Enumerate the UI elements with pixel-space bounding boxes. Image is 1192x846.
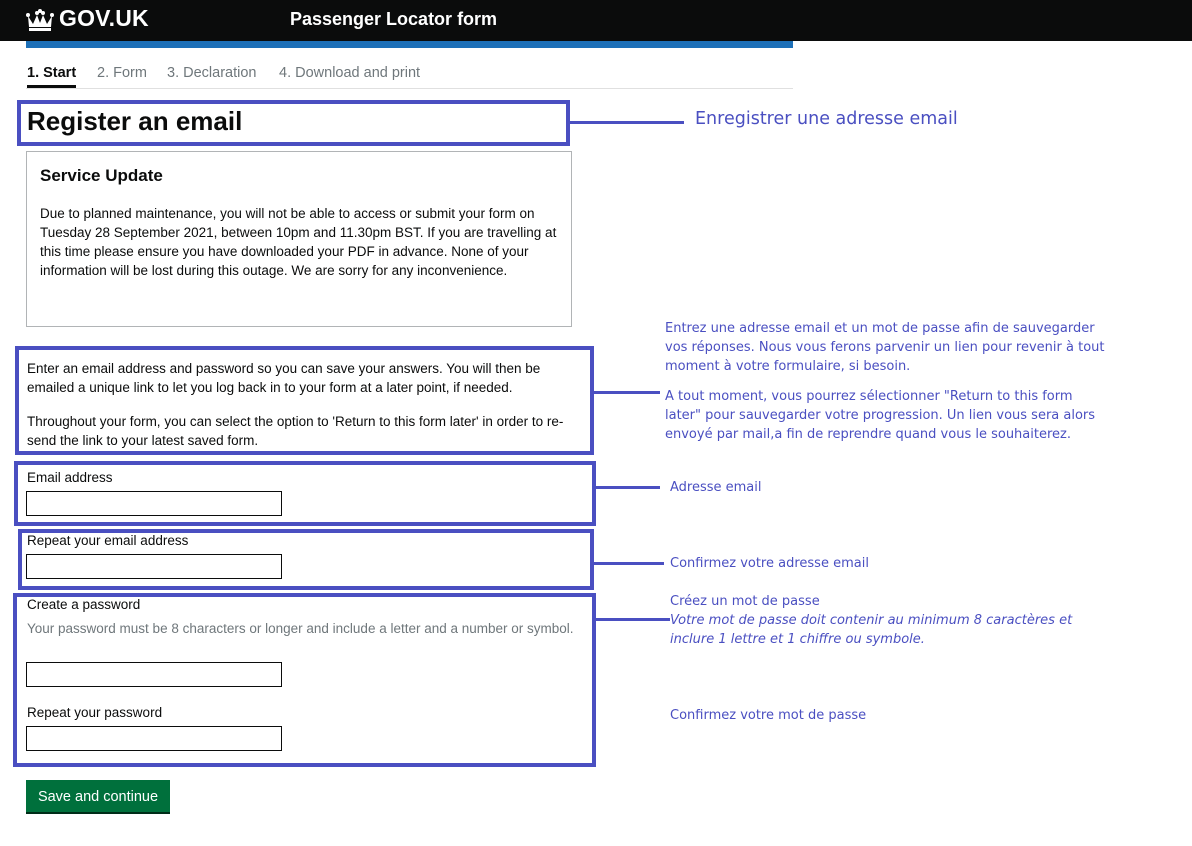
password-hint: Your password must be 8 characters or longer and include a letter and a number or symbol. — [27, 621, 574, 636]
translation-email: Adresse email — [670, 480, 762, 495]
repeat-email-label: Repeat your email address — [27, 533, 189, 548]
annotation-connector-repeat-email — [594, 562, 664, 565]
intro-paragraph-1: Enter an email address and password so you can save your answers. You will then be emailed a unique link to let you log back in to your form at a later point, if needed. — [27, 361, 541, 395]
crown-icon[interactable] — [26, 8, 54, 37]
translation-intro-2: A tout moment, vous pourrez sélectionner "Return to this form later" pour sauvegarder votre progression. Un lien vous sera alors envoyé par mail,a fin de reprendre quand vous le souhaiterez. — [665, 389, 1096, 442]
annotation-connector-email — [596, 486, 660, 489]
step-navigation — [26, 64, 793, 89]
email-label: Email address — [27, 470, 113, 485]
annotation-box-email — [14, 461, 596, 526]
repeat-password-label: Repeat your password — [27, 705, 163, 720]
page-title: Register an email — [27, 106, 243, 136]
translation-repeat-password: Confirmez votre mot de passe — [670, 708, 867, 723]
annotation-box-title — [17, 100, 570, 146]
step-download[interactable]: 4. Download and print — [279, 65, 421, 81]
translation-intro-1: Entrez une adresse email et un mot de passe afin de sauvegarder vos réponses. Nous vous ferons parvenir un lien pour revenir à tout moment à votre formulaire, si besoin. — [665, 321, 1105, 374]
translation-password: Créez un mot de passe — [670, 594, 820, 609]
service-name[interactable]: Passenger Locator form — [290, 9, 498, 29]
step-form[interactable]: 2. Form — [97, 65, 147, 81]
save-and-continue-button[interactable]: Save and continue — [26, 780, 170, 812]
translation-repeat-email: Confirmez votre adresse email — [670, 556, 869, 571]
translation-intro — [665, 319, 1110, 455]
govuk-logo[interactable]: GOV.UK — [59, 5, 149, 31]
step-start[interactable]: 1. Start — [27, 65, 77, 81]
govuk-header — [0, 0, 1192, 41]
password-label: Create a password — [27, 597, 141, 612]
annotation-connector-intro — [594, 391, 660, 394]
annotation-box-password — [13, 593, 596, 767]
translation-title: Enregistrer une adresse email — [695, 109, 958, 129]
intro-paragraph-2: Throughout your form, you can select the option to 'Return to this form later' in order to re-send the link to your latest saved form. — [27, 414, 564, 448]
annotation-connector-password — [596, 618, 670, 621]
service-update-title: Service Update — [40, 166, 163, 185]
annotation-box-repeat-email — [18, 529, 594, 590]
service-update-body: Due to planned maintenance, you will not be able to access or submit your form on Tuesday 28 September 2021, between 10pm and 11.30pm BST. If you are travelling at this time please ensure you have downloaded your PDF in advance. None of your information will be lost during this outage. We are sorry for any inconvenience. — [40, 206, 557, 278]
annotation-connector-title — [570, 121, 684, 124]
service-update-panel — [26, 151, 572, 327]
step-declaration[interactable]: 3. Declaration — [167, 65, 257, 81]
header-accent-bar — [26, 41, 793, 48]
annotation-box-intro — [15, 346, 594, 455]
translation-password-hint: Votre mot de passe doit contenir au minimum 8 caractères et inclure 1 lettre et 1 chiffre ou symbole. — [670, 613, 1073, 647]
